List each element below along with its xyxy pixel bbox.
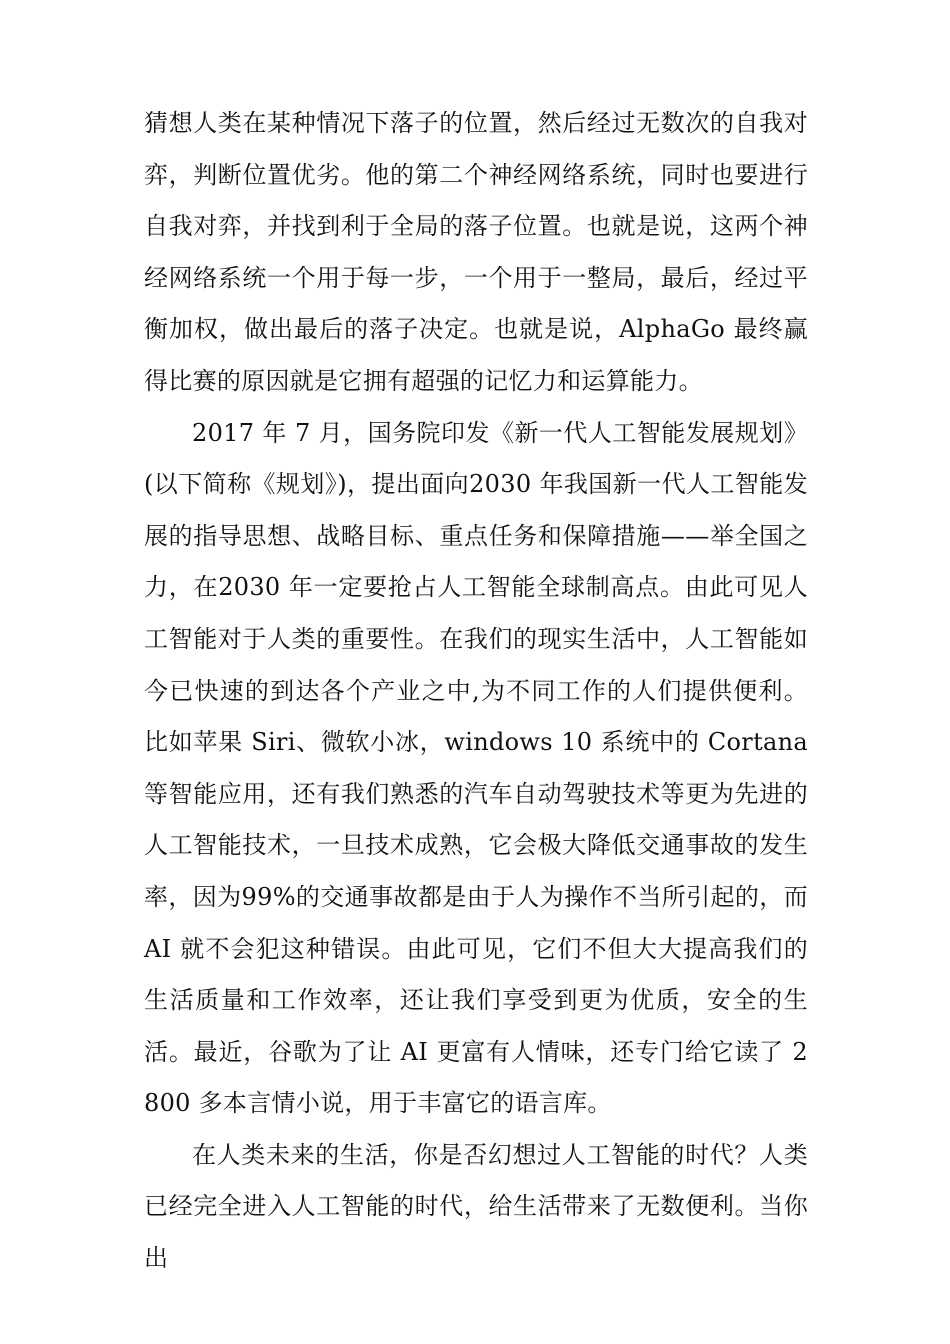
paragraph-future-life: 在人类未来的生活，你是否幻想过人工智能的时代？人类已经完全进入人工智能的时代，给生活带来了无数便利。当你出 (144, 1140, 808, 1273)
document-body (144, 98, 808, 1285)
paragraph-ai-development-plan: 2017 年 7 月，国务院印发《新一代人工智能发展规划》(以下简称《规划》)，提出面向2030 年我国新一代人工智能发展的指导思想、战略目标、重点任务和保障措施——举全国之力，在2030 年一定要抢占人工智能全球制高点。由此可见人工智能对于人类的重要性。在我们的现实生活中，人工智能如今已快速的到达各个产业之中,为不同工作的人们提供便利。比如苹果 Siri、微软小冰，windows 10 系统中的 Cortana 等智能应用，还有我们熟悉的汽车自动驾驶技术等更为先进的人工智能技术，一旦技术成熟，它会极大降低交通事故的发生率，因为99%的交通事故都是由于人为操作不当所引起的，而 AI 就不会犯这种错误。由此可见，它们不但大大提高我们的生活质量和工作效率，还让我们享受到更为优质，安全的生活。最近，谷歌为了让 AI 更富有人情味，还专门给它读了 2800 多本言情小说，用于丰富它的语言库。 (144, 418, 808, 1118)
paragraph-alphago-analysis: 猜想人类在某种情况下落子的位置，然后经过无数次的自我对弈，判断位置优劣。他的第二个神经网络系统，同时也要进行自我对弈，并找到利于全局的落子位置。也就是说，这两个神经网络系统一个用于每一步，一个用于一整局，最后，经过平衡加权，做出最后的落子决定。也就是说，AlphaGo 最终赢得比赛的原因就是它拥有超强的记忆力和运算能力。 (144, 109, 808, 395)
